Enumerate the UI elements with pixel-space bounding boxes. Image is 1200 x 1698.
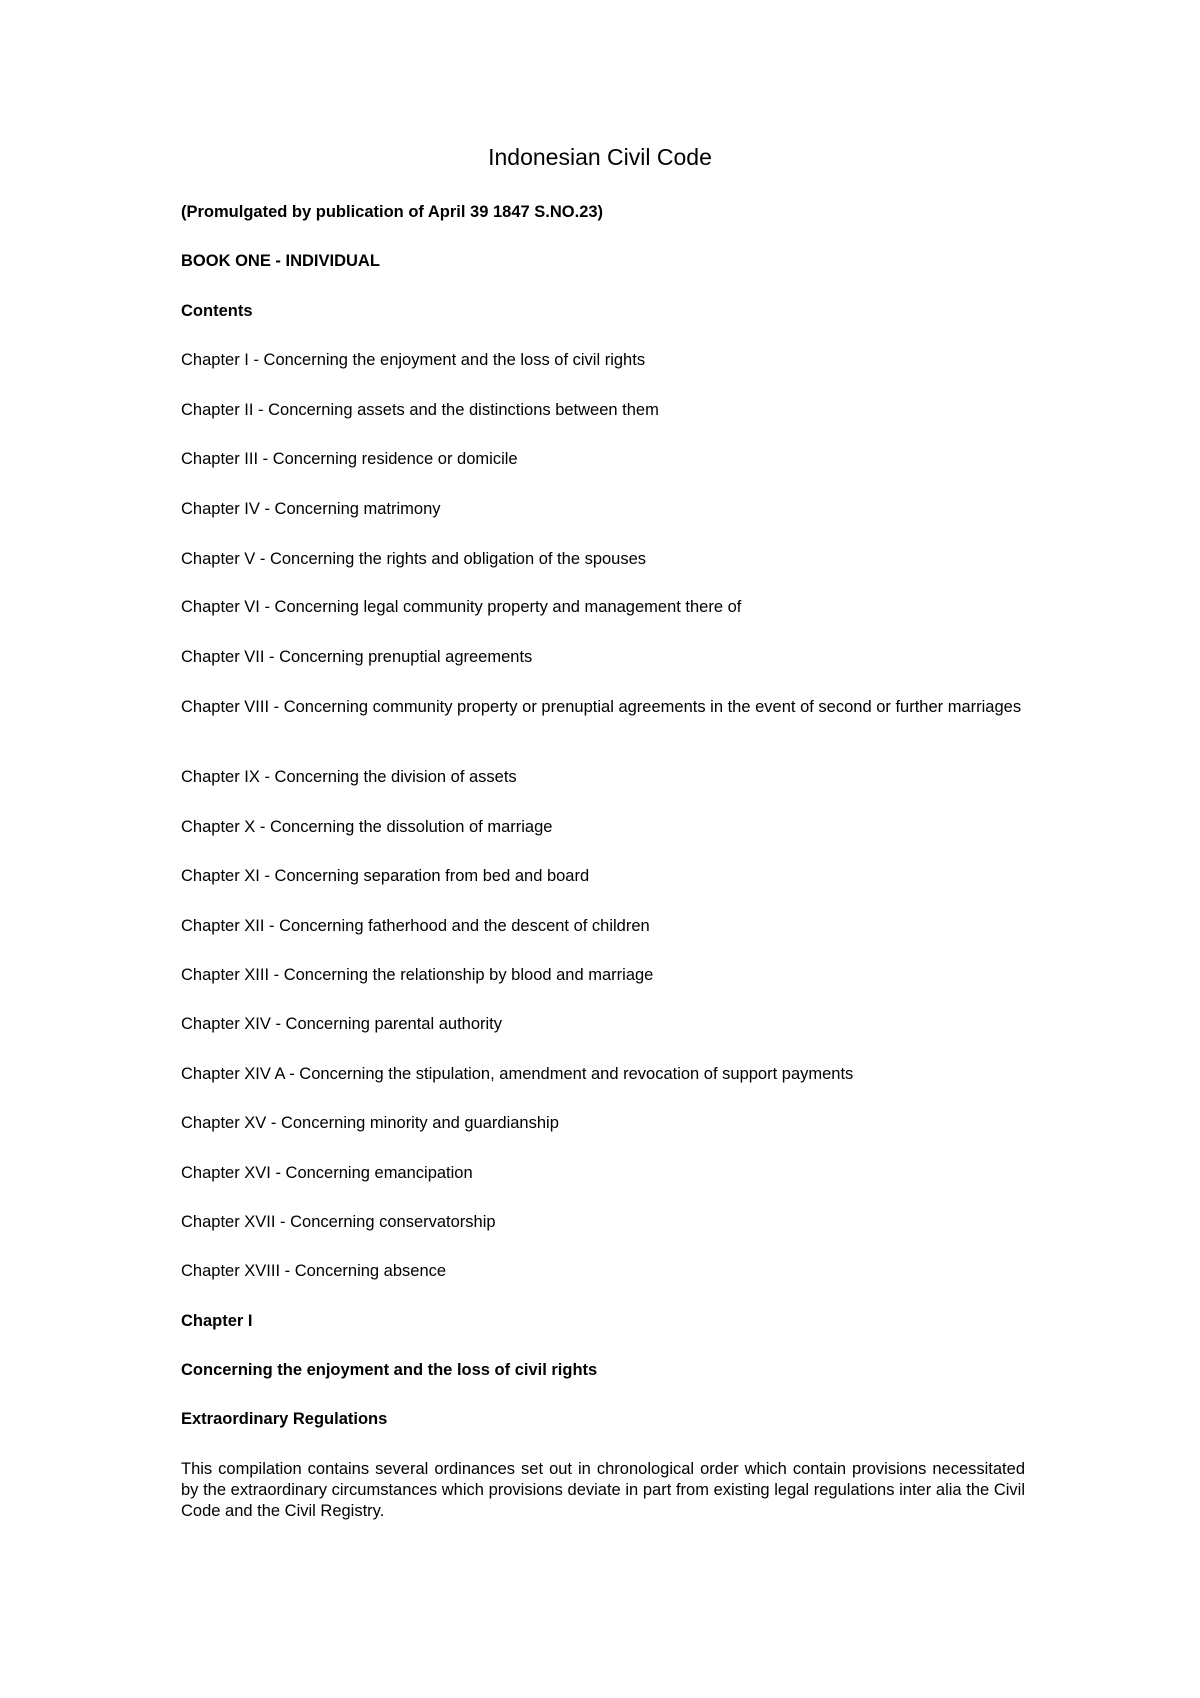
contents-item: Chapter VII - Concerning prenuptial agreements [181,648,533,666]
contents-heading: Contents [181,302,253,320]
contents-item: Chapter I - Concerning the enjoyment and the loss of civil rights [181,351,646,369]
contents-item: Chapter III - Concerning residence or domicile [181,450,518,468]
contents-item: Chapter II - Concerning assets and the distinctions between them [181,401,659,419]
contents-item: Chapter XIII - Concerning the relationship by blood and marriage [181,966,654,984]
contents-item: Chapter IX - Concerning the division of assets [181,768,517,786]
contents-item: Chapter XIV A - Concerning the stipulation, amendment and revocation of support payments [181,1065,854,1083]
contents-item: Chapter XVI - Concerning emancipation [181,1164,473,1182]
contents-item: Chapter V - Concerning the rights and obligation of the spouses [181,550,647,568]
book-heading: BOOK ONE - INDIVIDUAL [181,252,380,270]
document-title: Indonesian Civil Code [488,144,712,170]
section-heading: Extraordinary Regulations [181,1410,388,1428]
contents-item: Chapter XVIII - Concerning absence [181,1262,447,1280]
contents-item: Chapter XVII - Concerning conservatorship [181,1213,496,1231]
contents-item: Chapter XV - Concerning minority and guardianship [181,1114,559,1132]
contents-item: Chapter XII - Concerning fatherhood and the descent of children [181,917,650,935]
contents-item: Chapter VI - Concerning legal community property and management there of [181,598,742,616]
contents-item: Chapter IV - Concerning matrimony [181,500,441,518]
contents-item: Chapter XIV - Concerning parental authority [181,1015,503,1033]
contents-item: Chapter XI - Concerning separation from bed and board [181,867,590,885]
body-paragraph: This compilation contains several ordinances set out in chronological order which contain provisions necessitated by the extraordinary circumstances which provisions deviate in part from existing legal regulations inter alia the Civil Code and the Civil Registry. [181,1460,1025,1520]
chapter-subtitle: Concerning the enjoyment and the loss of civil rights [181,1361,598,1379]
promulgation-note: (Promulgated by publication of April 39 1847 S.NO.23) [181,203,604,221]
contents-item: Chapter X - Concerning the dissolution of marriage [181,818,553,836]
contents-item: Chapter VIII - Concerning community property or prenuptial agreements in the event of second or further marriages [181,698,1022,716]
chapter-heading: Chapter I [181,1312,253,1330]
